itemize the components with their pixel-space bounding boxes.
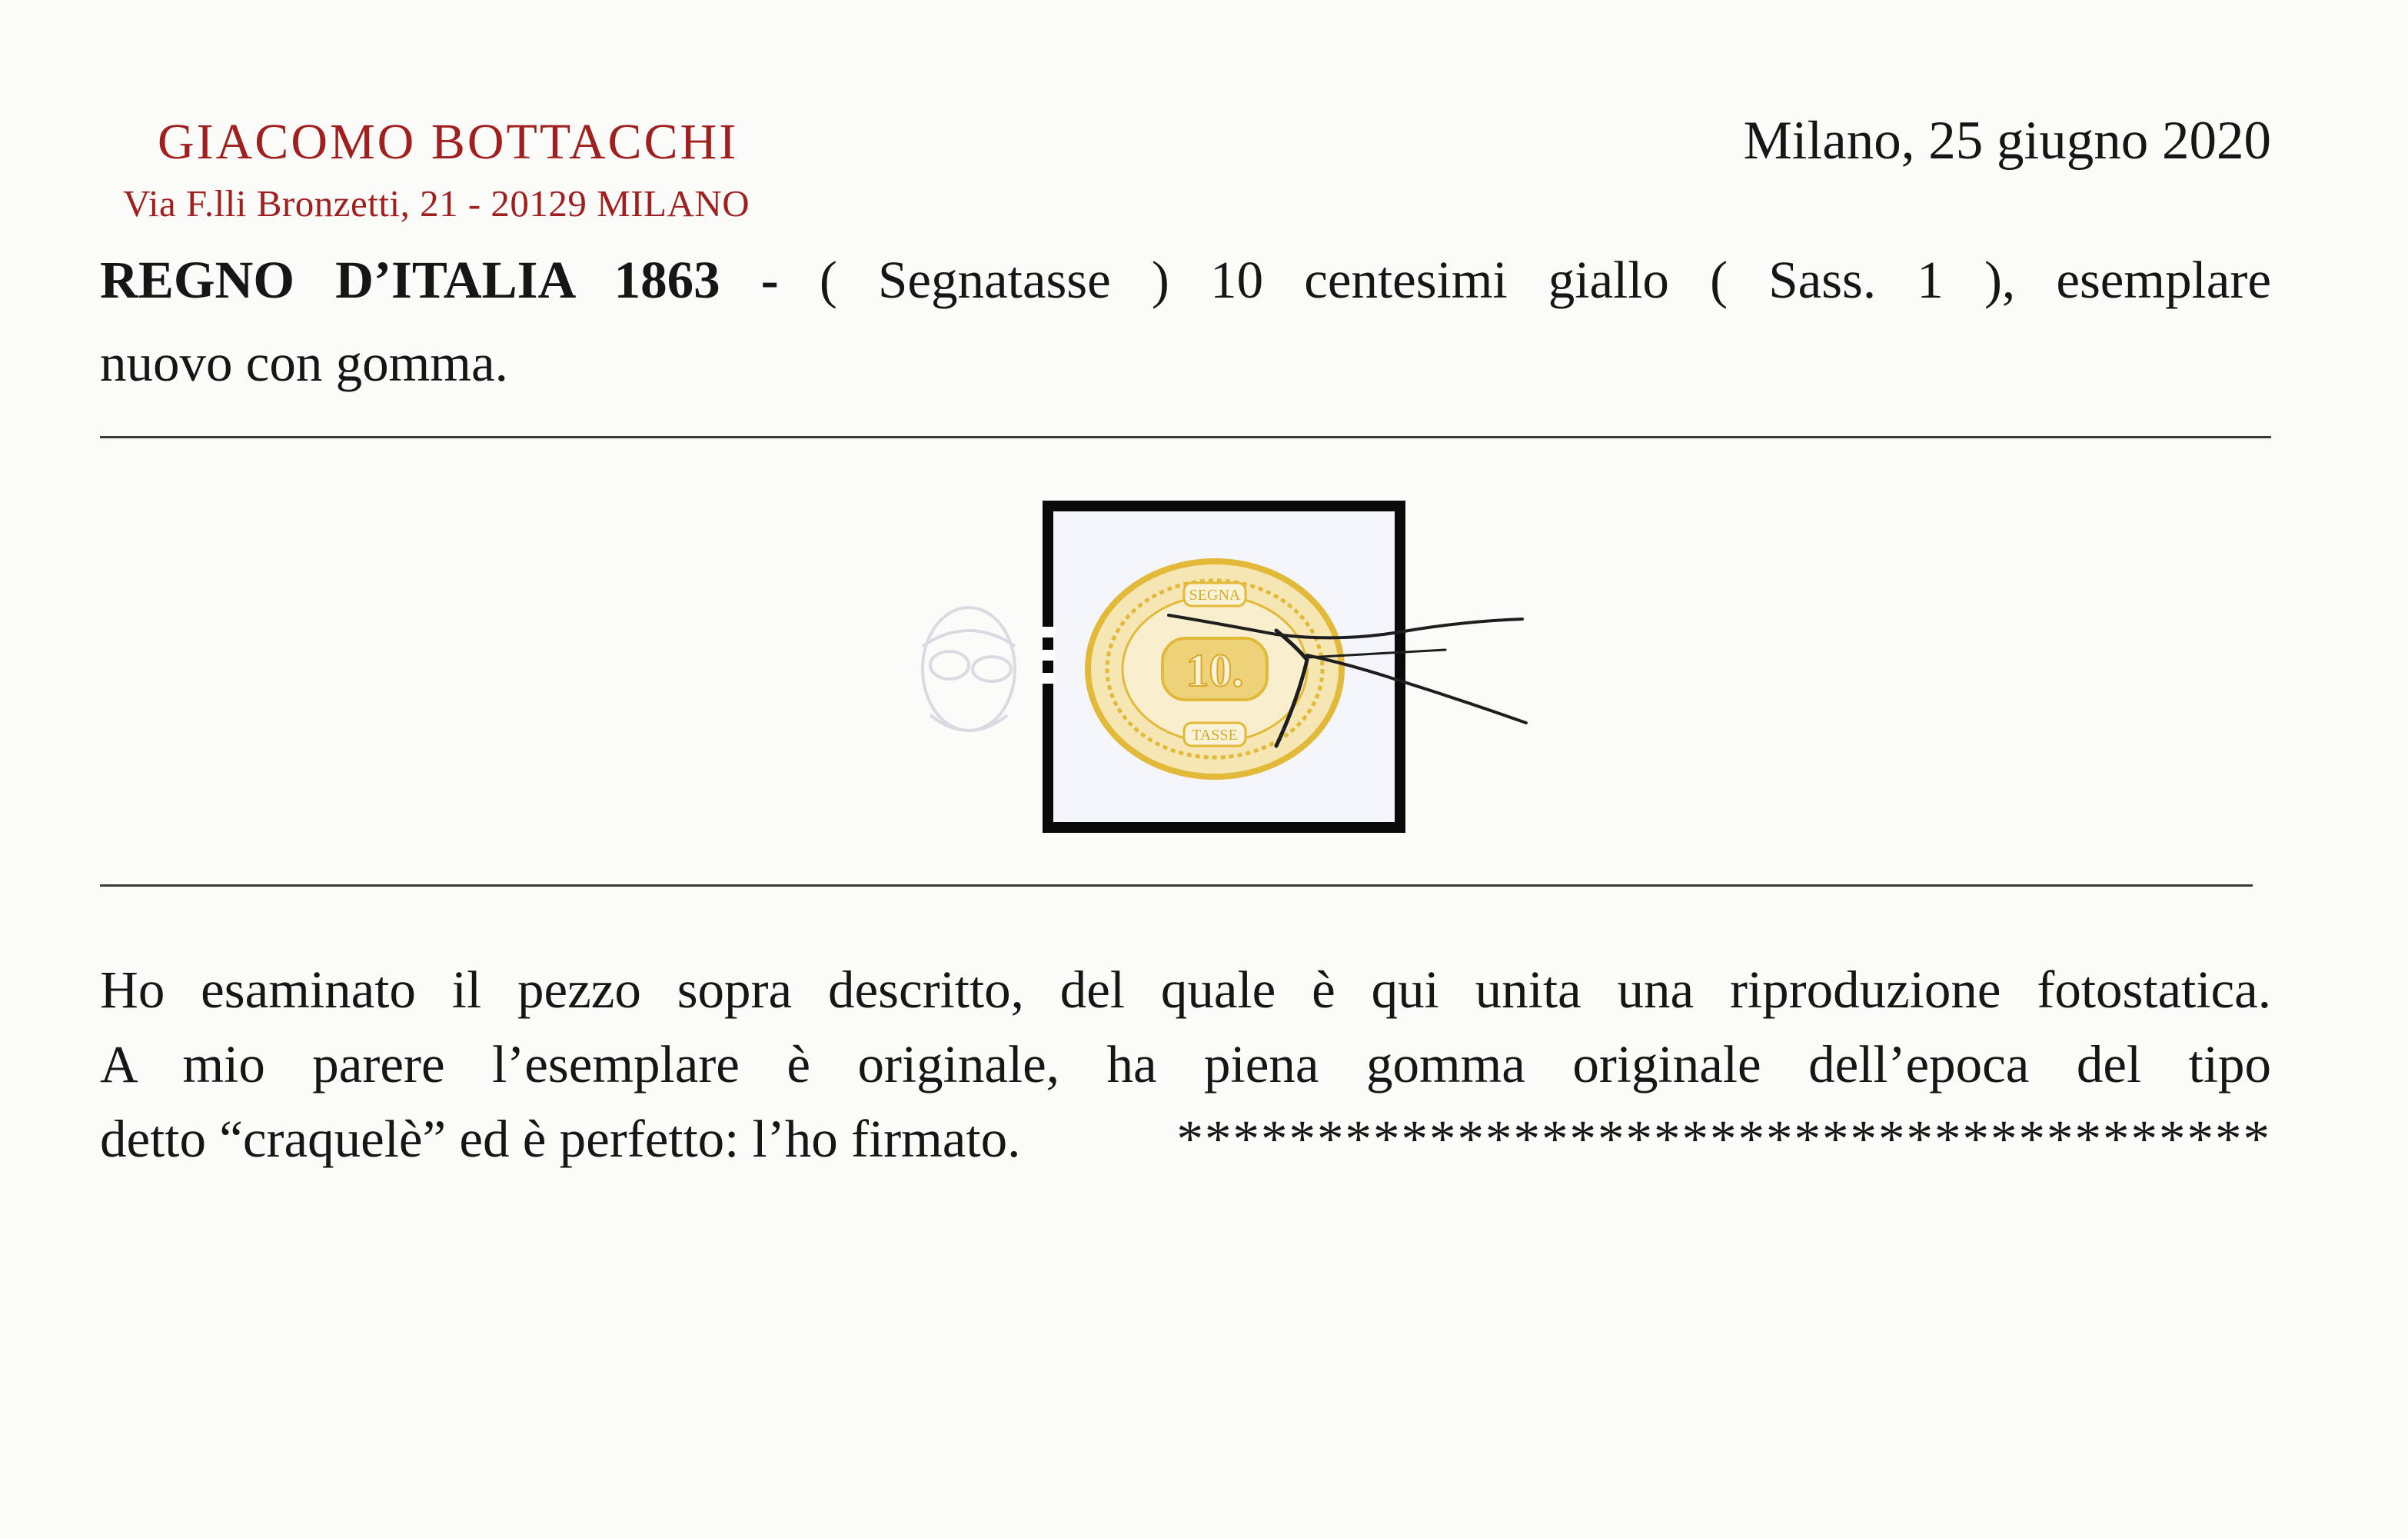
description-line-1-rest: ( Segnatasse ) 10 centesimi giallo ( Sass. 1 ), esemplare	[819, 251, 2271, 309]
emboss-marks	[923, 608, 1015, 731]
letterhead-address: Via F.lli Bronzetti, 21 - 20129 MILANO	[123, 182, 750, 225]
lower-divider	[100, 884, 2253, 887]
description-heading: REGNO D’ITALIA 1863 -	[100, 251, 779, 309]
stamp-image	[876, 492, 1553, 846]
description-line-1	[100, 251, 2271, 309]
stamp-top-label: SEGNA	[1189, 587, 1241, 604]
opinion-line-1: Ho esaminato il pezzo sopra descritto, del quale è qui unita una riproduzione fotostatica.	[100, 960, 2271, 1019]
description-line-2: nuovo con gomma.	[100, 334, 508, 392]
certificate-date: Milano, 25 giugno 2020	[1743, 111, 2271, 171]
frame-notches	[1041, 627, 1055, 684]
letterhead-name: GIACOMO BOTTACCHI	[158, 114, 739, 170]
stamp-value: 10.	[1186, 645, 1244, 696]
stamp-bottom-label: TASSE	[1192, 727, 1238, 744]
upper-divider	[100, 436, 2271, 438]
opinion-line-2: A mio parere l’esemplare è originale, ha piena gomma originale dell’epoca del tipo	[100, 1035, 2271, 1094]
opinion-line-3-text: detto “craquelè” ed è perfetto: l’ho firmato.	[100, 1110, 1021, 1168]
opinion-stars: ***************************************	[1176, 1110, 2271, 1168]
opinion-line-3	[100, 1110, 2271, 1168]
